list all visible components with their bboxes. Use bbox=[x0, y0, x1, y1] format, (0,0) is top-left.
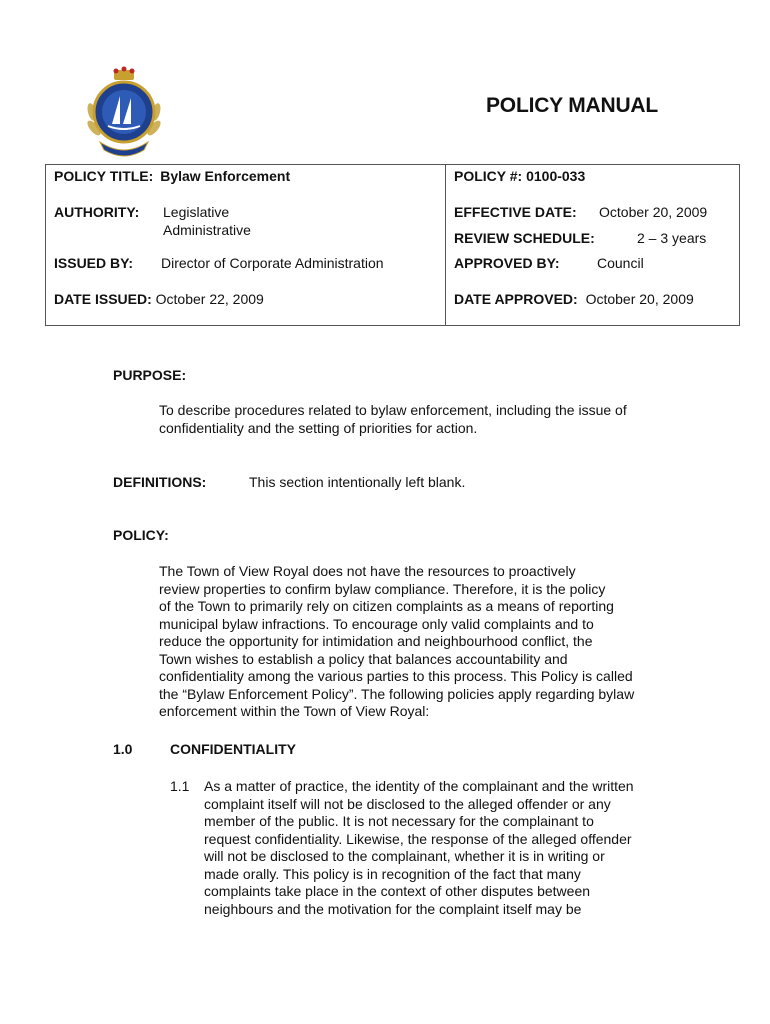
document-title: POLICY MANUAL bbox=[486, 94, 659, 117]
policy-line: the “Bylaw Enforcement Policy”. The following policies apply regarding bylaw bbox=[159, 685, 635, 702]
purpose-line: To describe procedures related to bylaw enforcement, including the issue of bbox=[159, 402, 627, 418]
policy-title-value: Bylaw Enforcement bbox=[160, 168, 291, 184]
policy-text bbox=[159, 563, 719, 721]
subsection-line: request confidentiality. Likewise, the response of the alleged offender bbox=[204, 830, 632, 847]
date-approved-value: October 20, 2009 bbox=[585, 291, 694, 307]
issued-by-value: Director of Corporate Administration bbox=[161, 255, 384, 271]
issued-by-label: ISSUED BY: bbox=[54, 255, 134, 271]
table-divider bbox=[445, 165, 446, 325]
policy-line: confidentiality among the various parties to this process. This Policy is called bbox=[159, 668, 633, 684]
subsection-line: made orally. This policy is in recognition of the fact that many bbox=[204, 865, 581, 882]
definitions-heading: DEFINITIONS: bbox=[113, 474, 207, 490]
policy-line: Town wishes to establish a policy that balances accountability and bbox=[159, 650, 568, 667]
authority-label: AUTHORITY: bbox=[54, 204, 140, 220]
date-approved-row bbox=[454, 291, 694, 307]
subsection-line: neighbours and the motivation for the complaint itself may be bbox=[204, 900, 582, 917]
policy-number-label: POLICY #: bbox=[454, 168, 523, 184]
policy-line: enforcement within the Town of View Royal: bbox=[159, 703, 430, 719]
date-approved-label: DATE APPROVED: bbox=[454, 291, 578, 307]
effective-date-value: October 20, 2009 bbox=[599, 204, 708, 220]
section-number: 1.0 bbox=[113, 741, 133, 757]
approved-by-value: Council bbox=[597, 255, 644, 271]
subsection-text bbox=[204, 778, 724, 918]
purpose-line: confidentiality and the setting of priorities for action. bbox=[159, 419, 478, 436]
policy-line: reduce the opportunity for intimidation and neighbourhood conflict, the bbox=[159, 633, 593, 649]
approved-by-label: APPROVED BY: bbox=[454, 255, 560, 271]
subsection-line: member of the public. It is not necessary for the complainant to bbox=[204, 813, 594, 829]
policy-line: of the Town to primarily rely on citizen complaints as a means of reporting bbox=[159, 598, 614, 614]
town-crest-logo bbox=[78, 66, 170, 158]
policy-number-row bbox=[454, 168, 585, 184]
subsection-line: As a matter of practice, the identity of the complainant and the written bbox=[204, 778, 634, 794]
policy-line: municipal bylaw infractions. To encourage only valid complaints and to bbox=[159, 615, 594, 632]
section-heading: CONFIDENTIALITY bbox=[170, 741, 296, 757]
policy-heading: POLICY: bbox=[113, 527, 169, 543]
review-schedule-value: 2 – 3 years bbox=[637, 230, 707, 246]
policy-title-row bbox=[54, 168, 290, 184]
date-issued-value: October 22, 2009 bbox=[155, 291, 264, 307]
review-schedule-label: REVIEW SCHEDULE: bbox=[454, 230, 595, 246]
policy-line: review properties to confirm bylaw compliance. Therefore, it is the policy bbox=[159, 580, 606, 597]
policy-number-value: 0100-033 bbox=[526, 168, 586, 184]
purpose-heading: PURPOSE: bbox=[113, 367, 187, 383]
subsection-number: 1.1 bbox=[170, 778, 190, 794]
authority-line1: Legislative bbox=[163, 204, 230, 220]
policy-info-table bbox=[45, 164, 740, 326]
subsection-line: complaints take place in the context of other disputes between bbox=[204, 883, 591, 899]
definitions-text: This section intentionally left blank. bbox=[249, 474, 466, 490]
authority-line2: Administrative bbox=[163, 222, 251, 238]
policy-line: The Town of View Royal does not have the resources to proactively bbox=[159, 563, 576, 579]
policy-title-label: POLICY TITLE: bbox=[54, 168, 154, 184]
subsection-line: complaint itself will not be disclosed to the alleged offender or any bbox=[204, 795, 611, 812]
subsection-line: will not be disclosed to the complainant, whether it is in writing or bbox=[204, 848, 605, 864]
effective-date-label: EFFECTIVE DATE: bbox=[454, 204, 577, 220]
date-issued-label: DATE ISSUED: bbox=[54, 291, 152, 307]
purpose-text bbox=[159, 402, 719, 437]
date-issued-row bbox=[54, 291, 264, 307]
